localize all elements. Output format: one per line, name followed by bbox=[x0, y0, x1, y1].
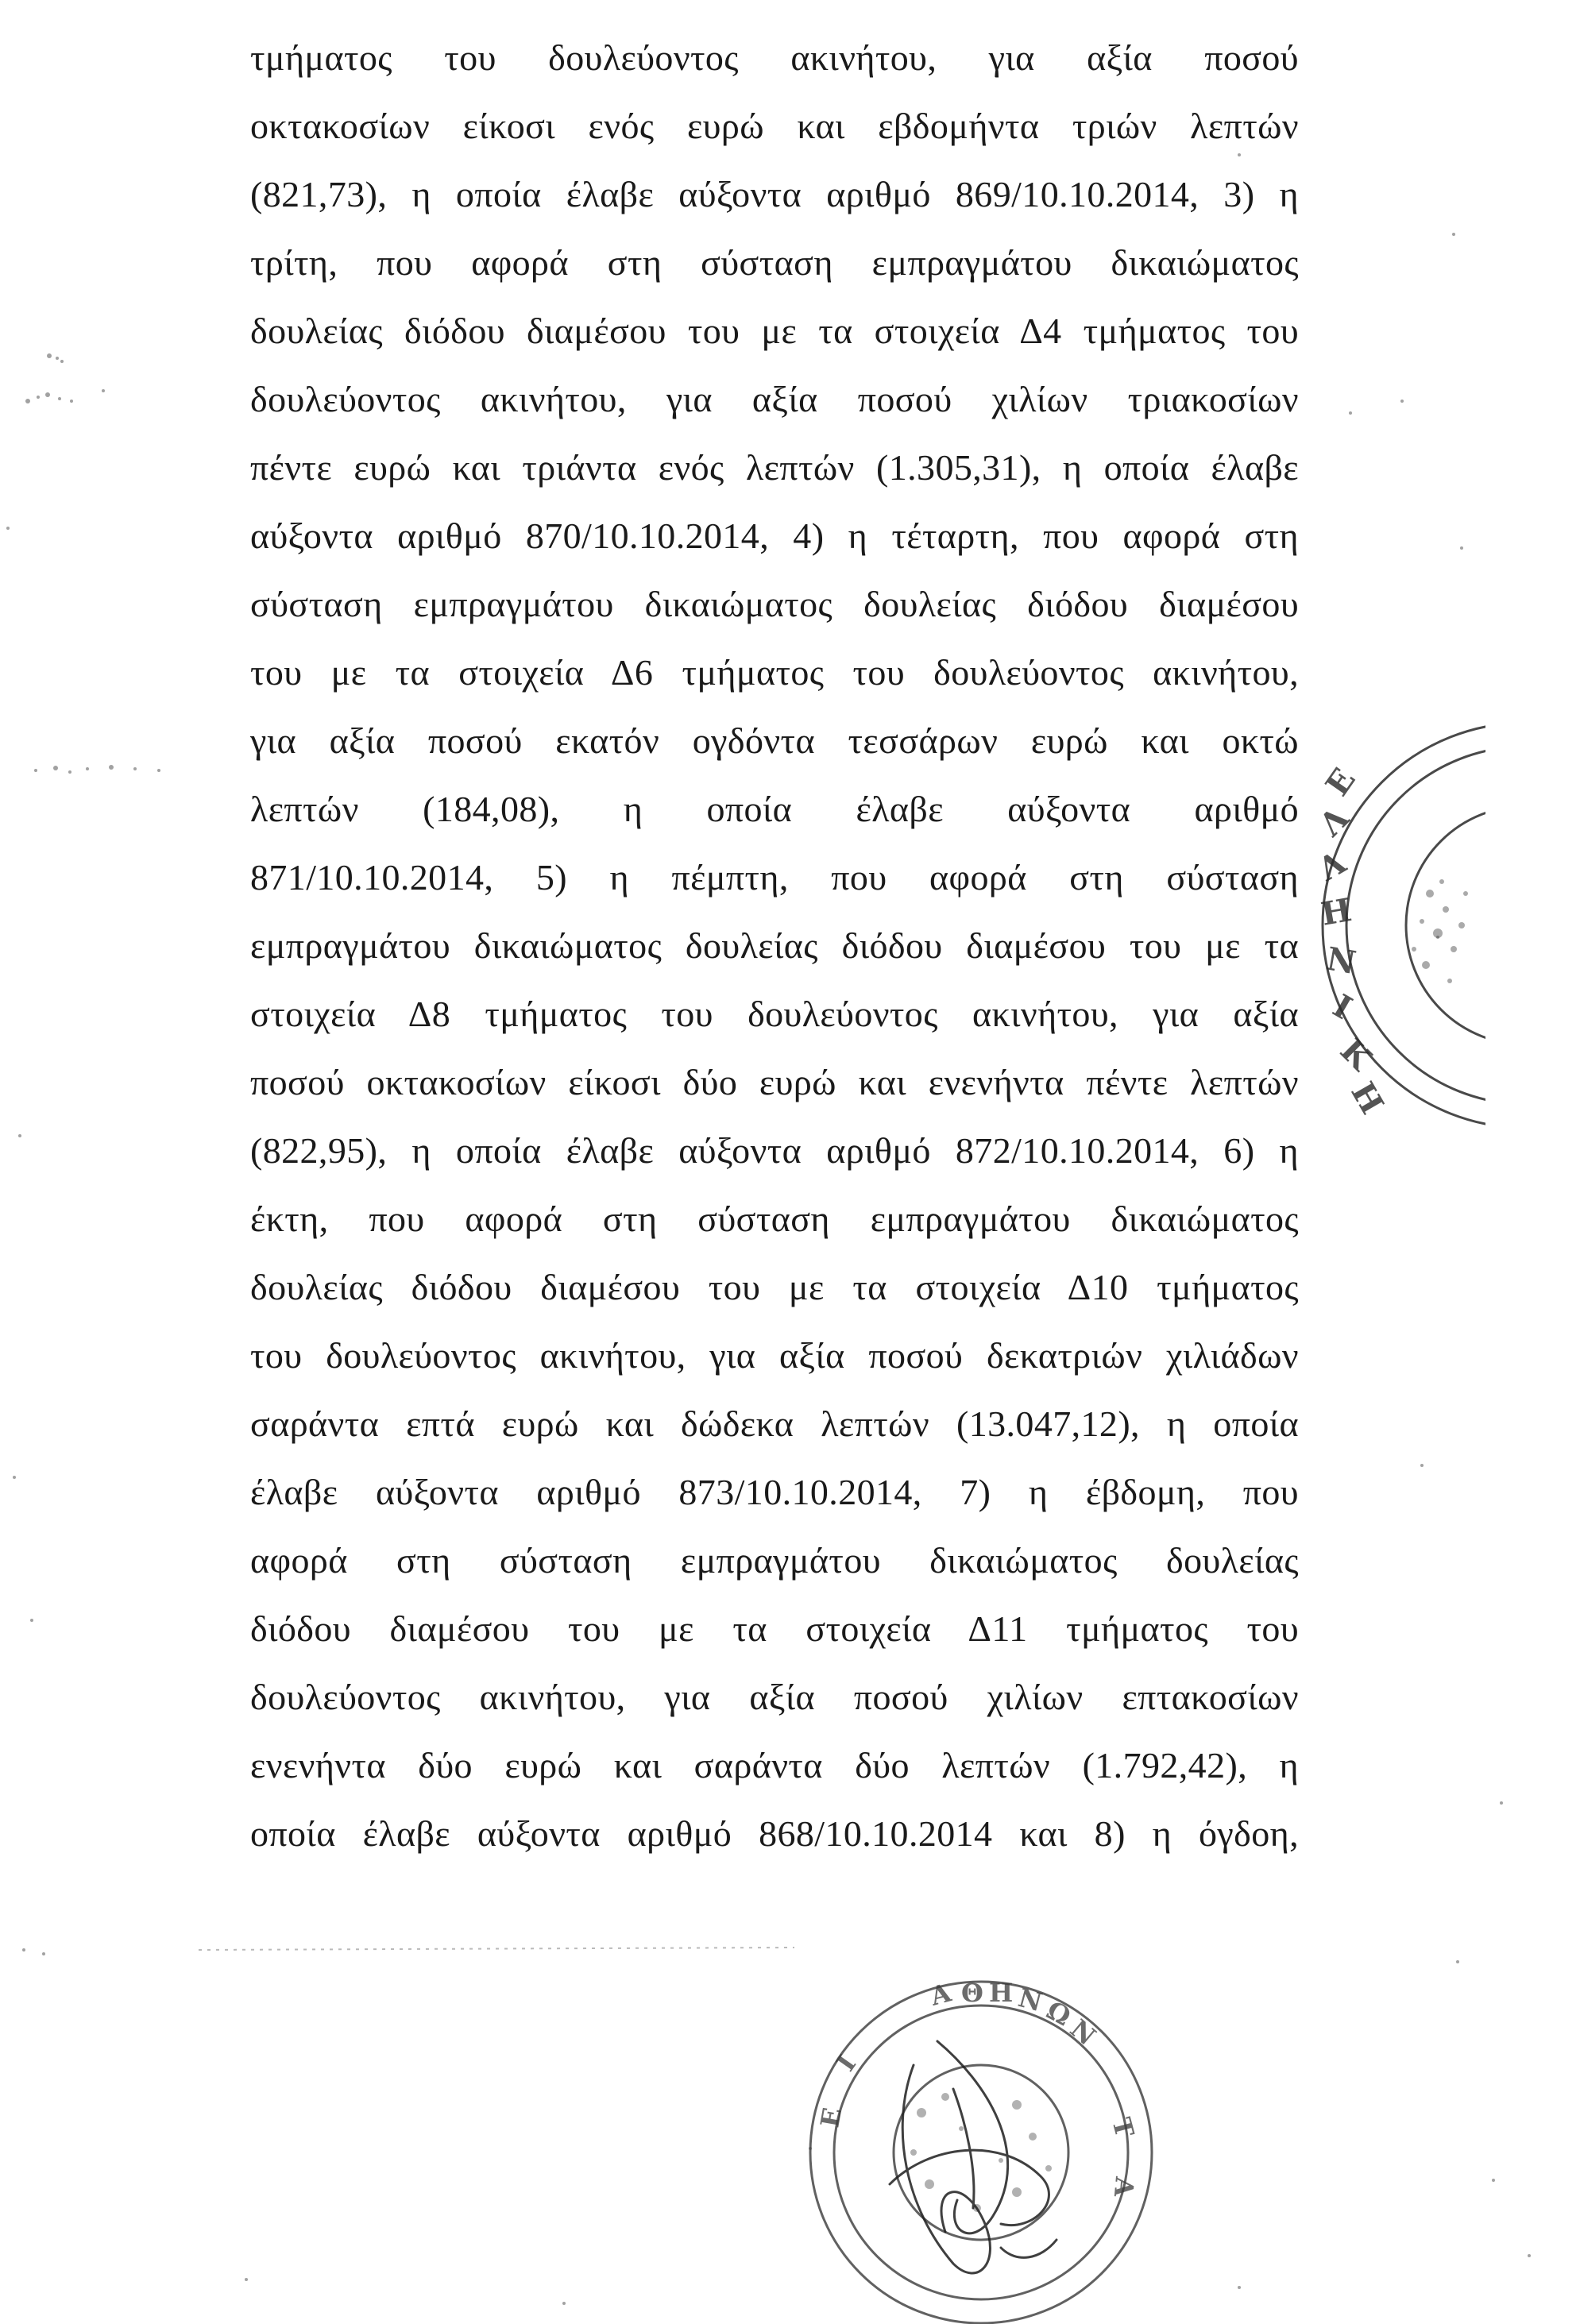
text-line: έκτη, που αφορά στη σύσταση εμπραγμάτου δικαιώματος bbox=[250, 1199, 1299, 1239]
text-line: δουλεύοντος ακινήτου, για αξία ποσού χιλίων επτακοσίων bbox=[250, 1677, 1299, 1717]
text-line: σαράντα επτά ευρώ και δώδεκα λεπτών (13.047,12), η οποία bbox=[250, 1403, 1299, 1444]
text-line: οκτακοσίων είκοσι ενός ευρώ και εβδομήντα τριών λεπτών bbox=[250, 106, 1299, 146]
text-line: λεπτών (184,08), η οποία έλαβε αύξοντα αριθμό bbox=[250, 789, 1299, 829]
svg-text:Ε: Ε bbox=[814, 2105, 848, 2130]
text-line: έλαβε αύξοντα αριθμό 873/10.10.2014, 7) η έβδομη, που bbox=[250, 1472, 1299, 1512]
svg-text:Ν: Ν bbox=[1064, 2013, 1102, 2052]
svg-text:Λ: Λ bbox=[1312, 799, 1357, 844]
text-line: δουλεύοντος ακινήτου, για αξία ποσού χιλίων τριακοσίων bbox=[250, 379, 1299, 419]
svg-text:Α: Α bbox=[927, 1977, 955, 2012]
official-stamp-side bbox=[1311, 711, 1485, 1140]
text-line: τμήματος του δουλεύοντος ακινήτου, για αξία ποσού bbox=[250, 37, 1299, 78]
text-line: για αξία ποσού εκατόν ογδόντα τεσσάρων ευρώ και οκτώ bbox=[250, 720, 1299, 761]
text-line: του με τα στοιχεία Δ6 τμήματος του δουλεύοντος ακινήτου, bbox=[250, 652, 1299, 693]
svg-text:Α: Α bbox=[1107, 2175, 1140, 2199]
text-line: 871/10.10.2014, 5) η πέμπτη, που αφορά στη σύσταση bbox=[250, 857, 1299, 898]
svg-text:Λ: Λ bbox=[1312, 844, 1352, 889]
text-line: σύσταση εμπραγμάτου δικαιώματος δουλείας διόδου διαμέσου bbox=[250, 584, 1299, 624]
svg-text:Η: Η bbox=[1318, 890, 1354, 933]
text-line: (821,73), η οποία έλαβε αύξοντα αριθμό 869/10.10.2014, 3) η bbox=[250, 174, 1299, 214]
text-line: αύξοντα αριθμό 870/10.10.2014, 4) η τέταρτη, που αφορά στη bbox=[250, 515, 1299, 556]
official-stamp-bottom bbox=[794, 1946, 1168, 2324]
text-line: ποσού οκτακοσίων είκοσι δύο ευρώ και ενενήντα πέντε λεπτών bbox=[250, 1062, 1299, 1102]
svg-text:Ν: Ν bbox=[1014, 1982, 1046, 2018]
text-line: πέντε ευρώ και τριάντα ενός λεπτών (1.305,31), η οποία έλαβε bbox=[250, 447, 1299, 488]
svg-text:Ε: Ε bbox=[1318, 761, 1363, 803]
svg-text:Θ: Θ bbox=[961, 1978, 983, 2008]
svg-text:Η: Η bbox=[989, 1978, 1014, 2008]
text-line: (822,95), η οποία έλαβε αύξοντα αριθμό 872/10.10.2014, 6) η bbox=[250, 1130, 1299, 1171]
svg-text:Τ: Τ bbox=[1106, 2114, 1141, 2141]
text-line: του δουλεύοντος ακινήτου, για αξία ποσού δεκατριών χιλιάδων bbox=[250, 1335, 1299, 1376]
text-line: δουλείας διόδου διαμέσου του με τα στοιχεία Δ10 τμήματος bbox=[250, 1267, 1299, 1307]
svg-text:Ι: Ι bbox=[830, 2049, 863, 2077]
text-line: στοιχεία Δ8 τμήματος του δουλεύοντος ακινήτου, για αξία bbox=[250, 994, 1299, 1034]
text-line: οποία έλαβε αύξοντα αριθμό 868/10.10.2014 και 8) η όγδοη, bbox=[250, 1813, 1299, 1854]
svg-text:Ν: Ν bbox=[1323, 940, 1359, 982]
text-line: αφορά στη σύσταση εμπραγμάτου δικαιώματος δουλείας bbox=[250, 1540, 1299, 1581]
text-line: εμπραγμάτου δικαιώματος δουλείας διόδου διαμέσου του με τα bbox=[250, 925, 1299, 966]
text-line: ενενήντα δύο ευρώ και σαράντα δύο λεπτών (1.792,42), η bbox=[250, 1745, 1299, 1785]
text-line: τρίτη, που αφορά στη σύσταση εμπραγμάτου δικαιώματος bbox=[250, 242, 1299, 283]
text-line: δουλείας διόδου διαμέσου του με τα στοιχεία Δ4 τμήματος του bbox=[250, 311, 1299, 351]
text-line: διόδου διαμέσου του με τα στοιχεία Δ11 τμήματος του bbox=[250, 1608, 1299, 1649]
svg-text:Ι: Ι bbox=[1327, 986, 1358, 1028]
svg-text:Ω: Ω bbox=[1041, 1994, 1076, 2033]
body-text bbox=[250, 24, 1299, 1868]
svg-text:Κ: Κ bbox=[1332, 1031, 1379, 1078]
svg-text:Η: Η bbox=[1343, 1075, 1391, 1121]
